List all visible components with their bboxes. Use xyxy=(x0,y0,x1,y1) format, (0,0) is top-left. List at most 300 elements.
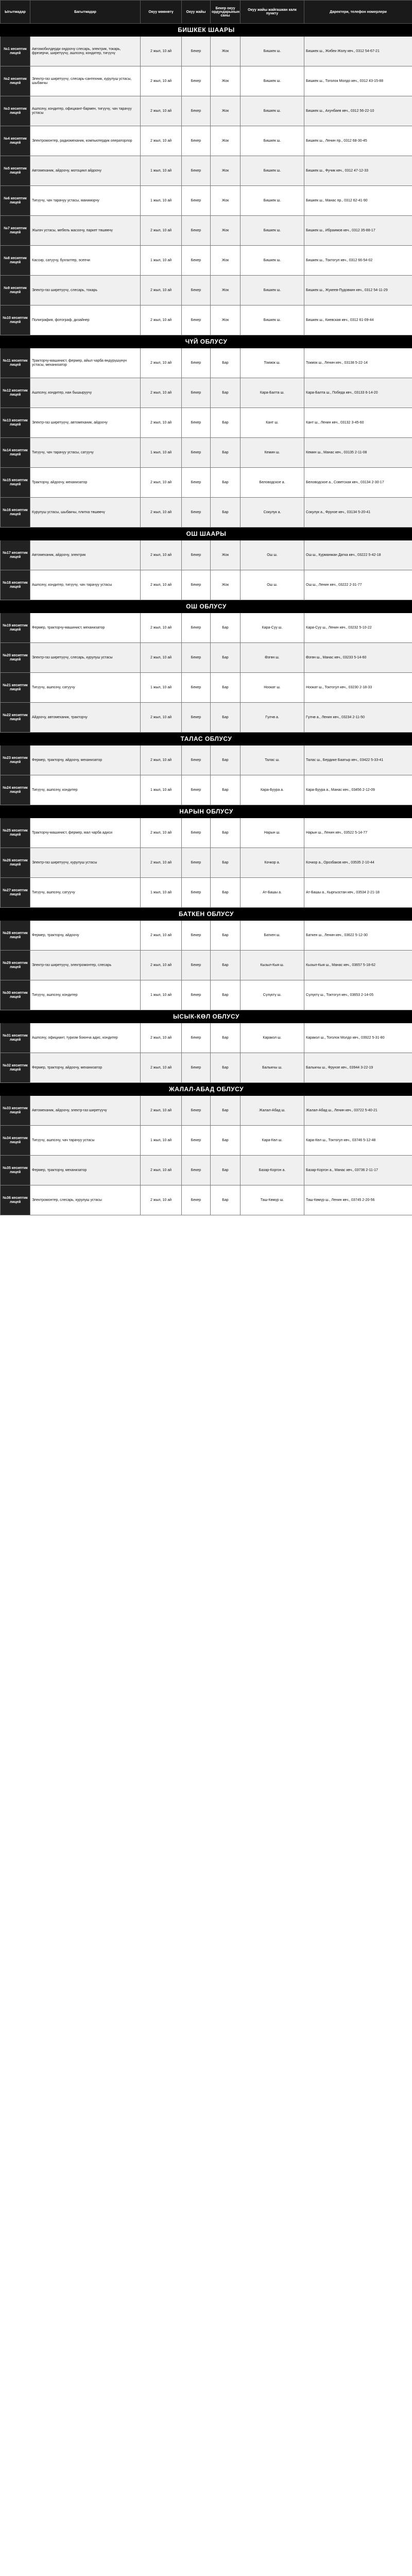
education-cell: Бекер xyxy=(182,1023,211,1053)
section-title: ОШ ОБЛУСУ xyxy=(1,600,412,613)
table-row xyxy=(1,613,412,643)
table-row xyxy=(1,37,412,66)
table-row xyxy=(1,156,412,186)
education-cell: Бекер xyxy=(182,848,211,878)
section-header-row xyxy=(1,805,412,818)
seats-cell: Бар xyxy=(211,1023,241,1053)
header-education: Окуу жайы xyxy=(182,1,211,24)
seats-cell: Жок xyxy=(211,306,241,335)
directions-cell: Айдоочу, автомеханик, тракторчу xyxy=(30,703,141,733)
seats-cell: Бар xyxy=(211,921,241,951)
education-cell: Бекер xyxy=(182,156,211,186)
seats-cell: Бар xyxy=(211,1126,241,1156)
address-cell: Кант ш., Ленин көч., 03132 3-45-60 xyxy=(304,408,412,438)
education-cell: Бекер xyxy=(182,1156,211,1185)
institution-cell: №34 кесиптик лицей xyxy=(1,1126,30,1156)
seats-cell: Бар xyxy=(211,848,241,878)
location-cell: Бишкек ш. xyxy=(241,37,304,66)
address-cell: Каракол ш., Тоголок Молдо көч., 03922 5-31-80 xyxy=(304,1023,412,1053)
table-row xyxy=(1,673,412,703)
duration-cell: 2 жыл, 10 ай xyxy=(141,951,182,980)
address-cell: Бишкек ш., Фучик көч., 0312 47-12-33 xyxy=(304,156,412,186)
duration-cell: 1 жыл, 10 ай xyxy=(141,186,182,216)
location-cell: Бишкек ш. xyxy=(241,66,304,96)
address-cell: Кара-Көл ш., Токтогул көч., 03746 5-12-48 xyxy=(304,1126,412,1156)
address-cell: Балыкчы ш., Фрунзе көч., 03944 3-22-19 xyxy=(304,1053,412,1083)
institution-cell: №1 кесиптик лицей xyxy=(1,37,30,66)
institution-cell: №11 кесиптик лицей xyxy=(1,348,30,378)
duration-cell: 1 жыл, 10 ай xyxy=(141,775,182,805)
institution-cell: №19 кесиптик лицей xyxy=(1,613,30,643)
table-row xyxy=(1,468,412,498)
location-cell: Кара-Көл ш. xyxy=(241,1126,304,1156)
institution-cell: №35 кесиптик лицей xyxy=(1,1156,30,1185)
location-cell: Бишкек ш. xyxy=(241,186,304,216)
institution-cell: №24 кесиптик лицей xyxy=(1,775,30,805)
table-row xyxy=(1,1096,412,1126)
header-location: Окуу жайы жайгашкан калк пункту xyxy=(241,1,304,24)
address-cell: Базар-Коргон а., Манас көч., 03736 2-11-17 xyxy=(304,1156,412,1185)
address-cell: Бишкек ш., Киевская көч., 0312 61-09-44 xyxy=(304,306,412,335)
location-cell: Ноокат ш. xyxy=(241,673,304,703)
institution-cell: №25 кесиптик лицей xyxy=(1,818,30,848)
location-cell: Ош ш. xyxy=(241,540,304,570)
directions-cell: Автомобилдерди оңдоочу слесарь, электрик, токарь, фрезерчи, ширетүүчү, ашпозчу, кондитер, тигүүчү xyxy=(30,37,141,66)
seats-cell: Бар xyxy=(211,378,241,408)
table-row xyxy=(1,96,412,126)
institution-cell: №14 кесиптик лицей xyxy=(1,438,30,468)
education-cell: Бекер xyxy=(182,951,211,980)
institution-cell: №20 кесиптик лицей xyxy=(1,643,30,673)
institution-cell: №17 кесиптик лицей xyxy=(1,540,30,570)
address-cell: Бишкек ш., Тоголок Молдо көч., 0312 43-15-88 xyxy=(304,66,412,96)
location-cell: Сүлүктү ш. xyxy=(241,980,304,1010)
seats-cell: Жок xyxy=(211,246,241,276)
location-cell: Ат-Башы а. xyxy=(241,878,304,908)
seats-cell: Бар xyxy=(211,775,241,805)
duration-cell: 1 жыл, 10 ай xyxy=(141,1126,182,1156)
directions-cell: Автомеханик, айдоочу, мотоцикл айдоочу xyxy=(30,156,141,186)
duration-cell: 2 жыл, 10 ай xyxy=(141,66,182,96)
institution-cell: №2 кесиптик лицей xyxy=(1,66,30,96)
institution-cell: №22 кесиптик лицей xyxy=(1,703,30,733)
section-header-row xyxy=(1,600,412,613)
seats-cell: Бар xyxy=(211,980,241,1010)
education-cell: Бекер xyxy=(182,66,211,96)
education-cell: Бекер xyxy=(182,703,211,733)
directions-cell: Тракторчу-машинист, фермер, айыл чарба өндүрүшүнүн устасы, механизатор xyxy=(30,348,141,378)
table-row xyxy=(1,1053,412,1083)
duration-cell: 2 жыл, 10 ай xyxy=(141,348,182,378)
duration-cell: 2 жыл, 10 ай xyxy=(141,613,182,643)
education-cell: Бекер xyxy=(182,408,211,438)
location-cell: Гүлчө а. xyxy=(241,703,304,733)
section-header-row xyxy=(1,908,412,921)
address-cell: Токмок ш., Ленин көч., 03138 5-22-14 xyxy=(304,348,412,378)
directions-cell: Фермер, тракторчу, айдоочу, механизатор xyxy=(30,1053,141,1083)
institution-cell: №16 кесиптик лицей xyxy=(1,498,30,528)
institution-cell: №32 кесиптик лицей xyxy=(1,1053,30,1083)
seats-cell: Бар xyxy=(211,951,241,980)
seats-cell: Бар xyxy=(211,1156,241,1185)
duration-cell: 2 жыл, 10 ай xyxy=(141,570,182,600)
institution-cell: №33 кесиптик лицей xyxy=(1,1096,30,1126)
institution-cell: №3 кесиптик лицей xyxy=(1,96,30,126)
section-header-row xyxy=(1,733,412,745)
header-directions: Багытмадар xyxy=(30,1,141,24)
education-cell: Бекер xyxy=(182,1053,211,1083)
duration-cell: 2 жыл, 10 ай xyxy=(141,37,182,66)
duration-cell: 2 жыл, 10 ай xyxy=(141,126,182,156)
directions-cell: Электромонтер, радиомеханик, компьютердик операторлор xyxy=(30,126,141,156)
directions-cell: Фермер, тракторчу, механизатор xyxy=(30,1156,141,1185)
seats-cell: Жок xyxy=(211,570,241,600)
seats-cell: Жок xyxy=(211,96,241,126)
duration-cell: 2 жыл, 10 ай xyxy=(141,643,182,673)
location-cell: Бишкек ш. xyxy=(241,276,304,306)
location-cell: Жалал-Абад ш. xyxy=(241,1096,304,1126)
table-row xyxy=(1,246,412,276)
institution-cell: №21 кесиптик лицей xyxy=(1,673,30,703)
table-row xyxy=(1,1185,412,1215)
duration-cell: 2 жыл, 10 ай xyxy=(141,1053,182,1083)
location-cell: Кызыл-Кыя ш. xyxy=(241,951,304,980)
table-row xyxy=(1,643,412,673)
table-row xyxy=(1,276,412,306)
location-cell: Бишкек ш. xyxy=(241,306,304,335)
duration-cell: 1 жыл, 10 ай xyxy=(141,246,182,276)
education-cell: Бекер xyxy=(182,613,211,643)
education-cell: Бекер xyxy=(182,306,211,335)
seats-cell: Бар xyxy=(211,1053,241,1083)
location-cell: Сокулук а. xyxy=(241,498,304,528)
header-institution: Ыгытмадар xyxy=(1,1,30,24)
institution-cell: №29 кесиптик лицей xyxy=(1,951,30,980)
header-duration: Окуу мөөнөтү xyxy=(141,1,182,24)
directions-cell: Курулуш устасы, шыбакчы, плитка төшөөчү xyxy=(30,498,141,528)
directions-cell: Полиграфия, фотограф, дизайнер xyxy=(30,306,141,335)
location-cell: Кант ш. xyxy=(241,408,304,438)
location-cell: Таш-Көмүр ш. xyxy=(241,1185,304,1215)
education-cell: Бекер xyxy=(182,775,211,805)
directions-cell: Электр-газ ширетүүчү, автомеханик, айдоочу xyxy=(30,408,141,438)
location-cell: Кочкор а. xyxy=(241,848,304,878)
duration-cell: 2 жыл, 10 ай xyxy=(141,745,182,775)
address-cell: Кемин ш., Манас көч., 03135 2-11-08 xyxy=(304,438,412,468)
directions-cell: Электр-газ ширетүүчү, слесарь, токарь xyxy=(30,276,141,306)
table-row xyxy=(1,1126,412,1156)
education-cell: Бекер xyxy=(182,1096,211,1126)
table-row xyxy=(1,745,412,775)
location-cell: Бишкек ш. xyxy=(241,126,304,156)
duration-cell: 2 жыл, 10 ай xyxy=(141,378,182,408)
duration-cell: 1 жыл, 10 ай xyxy=(141,673,182,703)
table-row xyxy=(1,1156,412,1185)
institution-cell: №15 кесиптик лицей xyxy=(1,468,30,498)
seats-cell: Бар xyxy=(211,438,241,468)
education-cell: Бекер xyxy=(182,438,211,468)
table-row xyxy=(1,703,412,733)
duration-cell: 1 жыл, 10 ай xyxy=(141,438,182,468)
address-cell: Бишкек ш., Жукеев-Пудовкин көч., 0312 54-11-29 xyxy=(304,276,412,306)
directions-cell: Тракторчу-машинист, фермер, мал чарба адиси xyxy=(30,818,141,848)
duration-cell: 2 жыл, 10 ай xyxy=(141,540,182,570)
education-cell: Бекер xyxy=(182,878,211,908)
directions-cell: Фермер, тракторчу, айдоочу xyxy=(30,921,141,951)
institution-cell: №28 кесиптик лицей xyxy=(1,921,30,951)
address-cell: Ош ш., Ленин көч., 03222 2-31-77 xyxy=(304,570,412,600)
duration-cell: 2 жыл, 10 ай xyxy=(141,216,182,246)
table-row xyxy=(1,570,412,600)
section-header-row xyxy=(1,1083,412,1096)
institution-cell: №6 кесиптик лицей xyxy=(1,186,30,216)
table-body xyxy=(1,24,412,1215)
seats-cell: Жок xyxy=(211,216,241,246)
institution-cell: №13 кесиптик лицей xyxy=(1,408,30,438)
table-row xyxy=(1,878,412,908)
seats-cell: Бар xyxy=(211,1096,241,1126)
education-cell: Бекер xyxy=(182,348,211,378)
directions-cell: Ашпозчу, кондитер, тигүүчү, чач тарачуу устасы xyxy=(30,570,141,600)
location-cell: Нарын ш. xyxy=(241,818,304,848)
institution-cell: №23 кесиптик лицей xyxy=(1,745,30,775)
directions-cell: Тигүүчү, чач тарачуу устасы, маникюрчу xyxy=(30,186,141,216)
table-row xyxy=(1,348,412,378)
institution-cell: №26 кесиптик лицей xyxy=(1,848,30,878)
header-seats: Бекер окуу ордундарынын саны xyxy=(211,1,241,24)
directions-cell: Автомеханик, айдоочу, электрик xyxy=(30,540,141,570)
table-row xyxy=(1,378,412,408)
table-header-row xyxy=(1,1,412,24)
education-cell: Бекер xyxy=(182,570,211,600)
location-cell: Өзгөн ш. xyxy=(241,643,304,673)
seats-cell: Бар xyxy=(211,745,241,775)
education-cell: Бекер xyxy=(182,216,211,246)
table-row xyxy=(1,306,412,335)
seats-cell: Бар xyxy=(211,498,241,528)
location-cell: Бишкек ш. xyxy=(241,96,304,126)
education-cell: Бекер xyxy=(182,37,211,66)
section-title: БАТКЕН ОБЛУСУ xyxy=(1,908,412,921)
seats-cell: Бар xyxy=(211,408,241,438)
duration-cell: 1 жыл, 10 ай xyxy=(141,980,182,1010)
education-cell: Бекер xyxy=(182,126,211,156)
table-row xyxy=(1,408,412,438)
seats-cell: Жок xyxy=(211,186,241,216)
seats-cell: Бар xyxy=(211,348,241,378)
seats-cell: Бар xyxy=(211,468,241,498)
table-row xyxy=(1,921,412,951)
institution-cell: №18 кесиптик лицей xyxy=(1,570,30,600)
lyceum-table xyxy=(0,0,412,1215)
seats-cell: Бар xyxy=(211,643,241,673)
institution-cell: №8 кесиптик лицей xyxy=(1,246,30,276)
table-row xyxy=(1,775,412,805)
institution-cell: №4 кесиптик лицей xyxy=(1,126,30,156)
directions-cell: Ашпозчу, официант, туризм боюнча адис, кондитер xyxy=(30,1023,141,1053)
address-cell: Кызыл-Кыя ш., Манас көч., 03657 5-18-62 xyxy=(304,951,412,980)
table-row xyxy=(1,216,412,246)
location-cell: Базар-Коргон а. xyxy=(241,1156,304,1185)
directions-cell: Фермер, тракторчу, айдоочу, механизатор xyxy=(30,745,141,775)
address-cell: Талас ш., Бердике Баатыр көч., 03422 5-33-41 xyxy=(304,745,412,775)
address-cell: Бишкек ш., Манас пр., 0312 62-41-90 xyxy=(304,186,412,216)
duration-cell: 2 жыл, 10 ай xyxy=(141,468,182,498)
duration-cell: 2 жыл, 10 ай xyxy=(141,1156,182,1185)
education-cell: Бекер xyxy=(182,498,211,528)
duration-cell: 2 жыл, 10 ай xyxy=(141,96,182,126)
address-cell: Ат-Башы а., Кыргызстан көч., 03534 2-21-18 xyxy=(304,878,412,908)
address-cell: Өзгөн ш., Манас көч., 03233 5-14-60 xyxy=(304,643,412,673)
location-cell: Бишкек ш. xyxy=(241,156,304,186)
duration-cell: 2 жыл, 10 ай xyxy=(141,703,182,733)
duration-cell: 2 жыл, 10 ай xyxy=(141,408,182,438)
seats-cell: Бар xyxy=(211,703,241,733)
directions-cell: Ашпозчу, кондитер, нан бышыруучу xyxy=(30,378,141,408)
table-row xyxy=(1,438,412,468)
directions-cell: Фермер, тракторчу-машинист, механизатор xyxy=(30,613,141,643)
table-row xyxy=(1,980,412,1010)
education-cell: Бекер xyxy=(182,276,211,306)
section-title: ТАЛАС ОБЛУСУ xyxy=(1,733,412,745)
education-cell: Бекер xyxy=(182,540,211,570)
directions-cell: Электр-газ ширетүүчү, слесарь, курулуш устасы xyxy=(30,643,141,673)
address-cell: Бишкек ш., Ахунбаев көч., 0312 56-22-10 xyxy=(304,96,412,126)
location-cell: Кемин ш. xyxy=(241,438,304,468)
address-cell: Гүлчө а., Ленин көч., 03234 2-11-50 xyxy=(304,703,412,733)
table-row xyxy=(1,186,412,216)
table-row xyxy=(1,1023,412,1053)
table-row xyxy=(1,848,412,878)
location-cell: Балыкчы ш. xyxy=(241,1053,304,1083)
location-cell: Кара-Буура а. xyxy=(241,775,304,805)
seats-cell: Жок xyxy=(211,276,241,306)
duration-cell: 2 жыл, 10 ай xyxy=(141,1096,182,1126)
directions-cell: Тигүүчү, ашпозчу, сатуучу xyxy=(30,878,141,908)
section-title: ЫСЫК-КӨЛ ОБЛУСУ xyxy=(1,1010,412,1023)
section-header-row xyxy=(1,1010,412,1023)
section-title: ЧҮЙ ОБЛУСУ xyxy=(1,335,412,348)
address-cell: Кара-Буура а., Манас көч., 03456 2-12-09 xyxy=(304,775,412,805)
directions-cell: Тигүүчү, ашпозчу, сатуучу xyxy=(30,673,141,703)
location-cell: Бишкек ш. xyxy=(241,216,304,246)
education-cell: Бекер xyxy=(182,246,211,276)
duration-cell: 1 жыл, 10 ай xyxy=(141,156,182,186)
location-cell: Талас ш. xyxy=(241,745,304,775)
address-cell: Бишкек ш., Жибек-Жолу көч., 0312 54-67-21 xyxy=(304,37,412,66)
institution-cell: №7 кесиптик лицей xyxy=(1,216,30,246)
address-cell: Беловодское а., Советская көч., 03134 2-30-17 xyxy=(304,468,412,498)
duration-cell: 2 жыл, 10 ай xyxy=(141,818,182,848)
institution-cell: №36 кесиптик лицей xyxy=(1,1185,30,1215)
address-cell: Бишкек ш., Ибраимов көч., 0312 35-88-17 xyxy=(304,216,412,246)
institution-cell: №10 кесиптик лицей xyxy=(1,306,30,335)
education-cell: Бекер xyxy=(182,96,211,126)
institution-cell: №30 кесиптик лицей xyxy=(1,980,30,1010)
seats-cell: Бар xyxy=(211,1185,241,1215)
duration-cell: 2 жыл, 10 ай xyxy=(141,306,182,335)
section-title: ЖАЛАЛ-АБАД ОБЛУСУ xyxy=(1,1083,412,1096)
directions-cell: Ашпозчу, кондитер, официант-бармен, тигүүчү, чач тарачуу устасы xyxy=(30,96,141,126)
location-cell: Баткен ш. xyxy=(241,921,304,951)
seats-cell: Жок xyxy=(211,540,241,570)
location-cell: Беловодское а. xyxy=(241,468,304,498)
address-cell: Таш-Көмүр ш., Ленин көч., 03745 2-20-56 xyxy=(304,1185,412,1215)
section-title: БИШКЕК ШААРЫ xyxy=(1,24,412,37)
table-row xyxy=(1,540,412,570)
seats-cell: Жок xyxy=(211,156,241,186)
education-cell: Бекер xyxy=(182,468,211,498)
education-cell: Бекер xyxy=(182,818,211,848)
section-title: НАРЫН ОБЛУСУ xyxy=(1,805,412,818)
directions-cell: Электромонтер, слесарь, курулуш устасы xyxy=(30,1185,141,1215)
address-cell: Ноокат ш., Токтогул көч., 03230 2-18-33 xyxy=(304,673,412,703)
directions-cell: Тигүүчү, ашпозчу, кондитер xyxy=(30,775,141,805)
education-cell: Бекер xyxy=(182,186,211,216)
directions-cell: Тигүүчү, ашпозчу, чач тарачуу устасы xyxy=(30,1126,141,1156)
duration-cell: 2 жыл, 10 ай xyxy=(141,848,182,878)
table-row xyxy=(1,818,412,848)
directions-cell: Жыгач устасы, мебель жасоочу, паркет төшөөчү xyxy=(30,216,141,246)
address-cell: Бишкек ш., Токтогул көч., 0312 66-54-02 xyxy=(304,246,412,276)
directions-cell: Кассир, сатуучу, бухгалтер, эсепчи xyxy=(30,246,141,276)
seats-cell: Бар xyxy=(211,878,241,908)
section-title: ОШ ШААРЫ xyxy=(1,528,412,540)
header-address: Даректери, телефон номерлери xyxy=(304,1,412,24)
institution-cell: №5 кесиптик лицей xyxy=(1,156,30,186)
table-row xyxy=(1,951,412,980)
directions-cell: Тигүүчү, чач тарачуу устасы, сатуучу xyxy=(30,438,141,468)
address-cell: Сокулук а., Фрунзе көч., 03134 5-20-41 xyxy=(304,498,412,528)
table-row xyxy=(1,498,412,528)
address-cell: Нарын ш., Ленин көч., 03522 5-14-77 xyxy=(304,818,412,848)
directions-cell: Электр-газ ширетүүчү, слесарь-сантехник, курулуш устасы, шыбакчы xyxy=(30,66,141,96)
location-cell: Кара-Балта ш. xyxy=(241,378,304,408)
institution-cell: №31 кесиптик лицей xyxy=(1,1023,30,1053)
directions-cell: Тракторчу, айдоочу, механизатор xyxy=(30,468,141,498)
location-cell: Токмок ш. xyxy=(241,348,304,378)
table-row xyxy=(1,126,412,156)
education-cell: Бекер xyxy=(182,921,211,951)
table-row xyxy=(1,66,412,96)
section-header-row xyxy=(1,24,412,37)
address-cell: Кара-Суу ш., Ленин көч., 03232 5-10-22 xyxy=(304,613,412,643)
address-cell: Жалал-Абад ш., Ленин көч., 03722 5-40-21 xyxy=(304,1096,412,1126)
duration-cell: 2 жыл, 10 ай xyxy=(141,1023,182,1053)
location-cell: Кара-Суу ш. xyxy=(241,613,304,643)
institution-cell: №27 кесиптик лицей xyxy=(1,878,30,908)
education-cell: Бекер xyxy=(182,378,211,408)
seats-cell: Жок xyxy=(211,66,241,96)
education-cell: Бекер xyxy=(182,1126,211,1156)
location-cell: Каракол ш. xyxy=(241,1023,304,1053)
education-cell: Бекер xyxy=(182,1185,211,1215)
address-cell: Бишкек ш., Ленин пр., 0312 68-30-45 xyxy=(304,126,412,156)
seats-cell: Жок xyxy=(211,126,241,156)
duration-cell: 2 жыл, 10 ай xyxy=(141,498,182,528)
institution-cell: №12 кесиптик лицей xyxy=(1,378,30,408)
address-cell: Баткен ш., Ленин көч., 03622 5-12-30 xyxy=(304,921,412,951)
education-cell: Бекер xyxy=(182,643,211,673)
address-cell: Кара-Балта ш., Победа көч., 03133 6-14-20 xyxy=(304,378,412,408)
directions-cell: Электр-газ ширетүүчү, электромонтер, слесарь xyxy=(30,951,141,980)
duration-cell: 1 жыл, 10 ай xyxy=(141,878,182,908)
directions-cell: Тигүүчү, ашпозчу, кондитер xyxy=(30,980,141,1010)
seats-cell: Бар xyxy=(211,613,241,643)
duration-cell: 2 жыл, 10 ай xyxy=(141,1185,182,1215)
directions-cell: Автомеханик, айдоочу, электр-газ ширетүүчү xyxy=(30,1096,141,1126)
address-cell: Кочкор а., Орозбаков көч., 03535 2-10-44 xyxy=(304,848,412,878)
